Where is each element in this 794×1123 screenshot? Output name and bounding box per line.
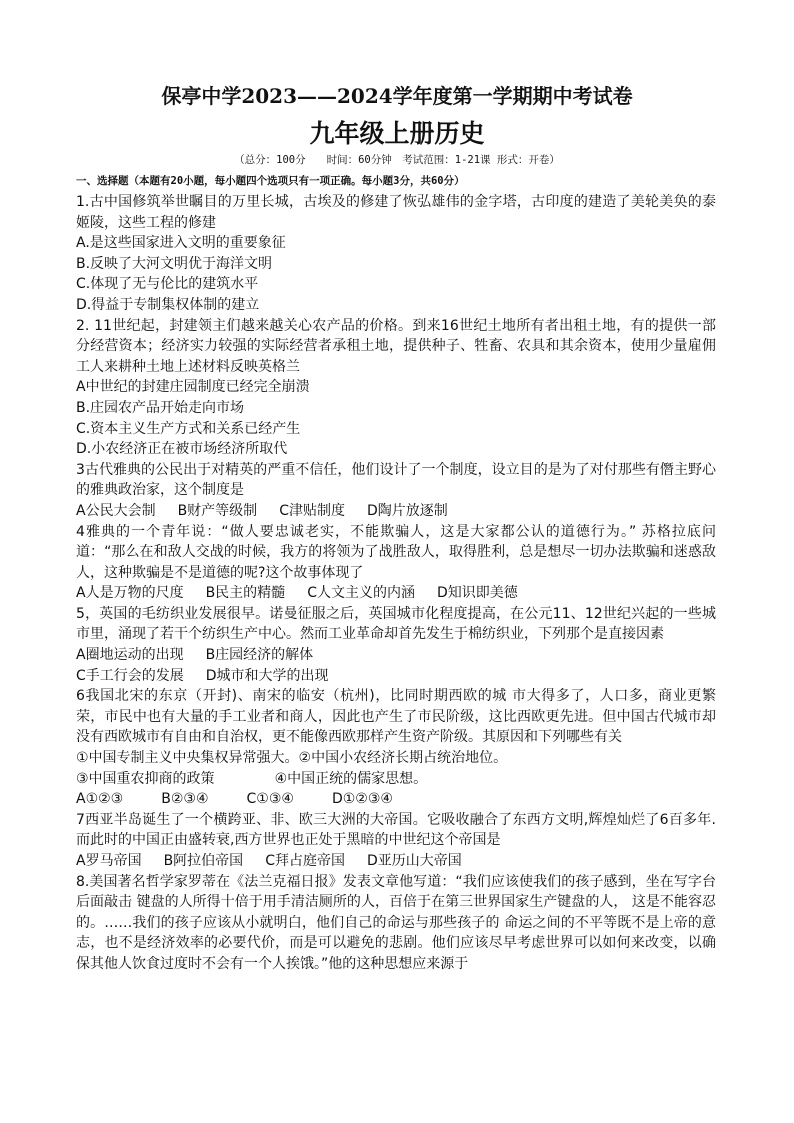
question-6-option-a: A①②③ <box>76 791 124 808</box>
question-6-sub-item-3: ④中国正统的儒家思想。 <box>274 770 428 787</box>
question-3-stem: 3古代雅典的公民出于对精英的严重不信任，他们设计了一个制度，设立目的是为了对付那些有僭主野心的雅典政治家，这个制度是 <box>76 461 716 499</box>
question-2-stem: 2. 11世纪起，封建领主们越来越关心农产品的价格。到来16世纪土地所有者出租土地，有的提供一部分经营资本；经济实力较强的实际经营者承租土地，提供种子、牲畜、农具和其余资本，使用少量雇佣工人来耕种土地上述材料反映英格兰 <box>76 317 716 375</box>
question-4-option-a: A人是万物的尺度 <box>76 585 184 602</box>
question-2-option-a: A中世纪的封建庄园制度已经完全崩溃 <box>76 379 310 396</box>
question-3-option-b: B财产等级制 <box>177 502 258 519</box>
question-4-stem: 4雅典的一个青年说：“做人要忠诚老实，不能欺骗人，这是大家都公认的道德行为。” 苏格拉底问道：“那么在和敌人交战的时候，我方的将领为了战胜敌人，取得胜利，总是想尽一切办法欺骗和迷惑敌人，这种欺骗是不是道德的呢?这个故事体现了 <box>76 523 716 581</box>
question-1-option-b: B.反映了大河文明优于海洋文明 <box>76 255 273 272</box>
question-6-sub-item-2: ③中国重农抑商的政策 <box>76 770 215 787</box>
school-title: 保亭中学2023——2024学年度第一学期期中考试卷 <box>161 84 633 108</box>
question-5-option-b: B庄园经济的解体 <box>205 647 314 664</box>
question-6-option-b: B②③④ <box>161 791 209 808</box>
question-5-option-d: D城市和大学的出现 <box>205 667 329 684</box>
question-6-option-c: C①③④ <box>246 791 294 808</box>
question-7-stem: 7西亚半岛诞生了一个横跨亚、非、欧三大洲的大帝国。它吸收融合了东西方文明,辉煌灿烂了6百多年.而此时的中国正由盛转衰,西方世界也正处于黑暗的中世纪这个帝国是 <box>76 811 716 849</box>
question-5-option-a: A圈地运动的出现 <box>76 647 184 664</box>
question-1-stem: 1.古中国修筑举世瞩目的万里长城，古埃及的修建了恢弘雄伟的金字塔，古印度的建造了美轮美奂的泰姬陵，这些工程的修建 <box>76 194 716 231</box>
question-list <box>76 170 716 975</box>
question-5-options-row-1 <box>76 645 716 666</box>
question-6-sub-item-1: ①中国专制主义中央集权异常强大。②中国小农经济长期占统治地位。 <box>76 750 508 767</box>
question-3-option-d: D陶片放逐制 <box>366 502 448 519</box>
exam-info: （总分：100分 时间：60分钟 考试范围：1-21课 形式：开卷） <box>234 154 560 166</box>
question-2-option-c: C.资本主义生产方式和关系已经产生 <box>76 420 301 437</box>
question-4-option-d: D知识即美德 <box>436 585 518 602</box>
question-7-option-b: B阿拉伯帝国 <box>163 853 244 869</box>
question-3-option-c: C津贴制度 <box>279 502 345 519</box>
question-4-option-c: C人文主义的内涵 <box>307 585 415 602</box>
question-6-options <box>76 789 716 810</box>
question-3-options <box>76 501 716 522</box>
question-6-stem: 6我国北宋的东京（开封)、南宋的临安（杭州)，比同时期西欧的城 市大得多了，人口多，商业更繁荣，市民中也有大量的手工业者和商人，因此也产生了市民阶级，这比西欧更先进。但中国古代城市却没有西欧城市有自由和自治权，更不能像西欧那样产生资产阶级。其原因和下列哪些有关 <box>76 688 716 746</box>
question-7-option-a: A罗马帝国 <box>76 853 142 869</box>
question-3-option-a: A公民大会制 <box>76 502 156 519</box>
question-2-option-b: B.庄园农产品开始走向市场 <box>76 399 245 416</box>
question-4-options <box>76 583 716 604</box>
question-7-option-c: C拜占庭帝国 <box>265 853 345 869</box>
question-7-option-d: D亚历山大帝国 <box>366 853 462 869</box>
question-5-options-row-2 <box>76 666 716 687</box>
question-1-option-a: A.是这些国家进入文明的重要象征 <box>76 235 286 252</box>
question-1-option-c: C.体现了无与伦比的建筑水平 <box>76 276 259 293</box>
subject-title: 九年级上册历史 <box>309 119 485 148</box>
question-6-sub-items-row <box>76 769 716 790</box>
question-5-stem: 5，英国的毛纺织业发展很早。诺曼征服之后，英国城市化程度提高，在公元11、12世纪兴起的一些城市里，涌现了若干个纺织生产中心。然而工业革命却首先发生于棉纺织业，下列那个是直接因素 <box>76 605 716 643</box>
question-6-option-d: D①②③④ <box>331 791 393 808</box>
question-1-option-d: D.得益于专制集权体制的建立 <box>76 296 260 313</box>
question-5-option-c: C手工行会的发展 <box>76 667 184 684</box>
question-7-options <box>76 851 716 872</box>
question-8-stem: 8.美国著名哲学家罗蒂在《法兰克福日报》发表文章他写道：“我们应该使我们的孩子感到，坐在写字台后面敲击 键盘的人所得十倍于用手清洁厕所的人，百倍于在第三世界国家生产键盘的人， 这是不能容忍的。……我们的孩子应该从小就明白，他们自己的命运与那些孩子的 命运之间的不平等既不是上帝的意志，也不是经济效率的必要代价，而是可以避免的悲剧。他们应该尽早考虑世界可以如何来改变，以确保其他人饮食过度时不会有一个人挨饿。”他的这种思想应来源于 <box>76 873 716 972</box>
section-heading: 一、选择题（本题有20小题，每小题四个选项只有一项正确。每小题3分，共60分） <box>76 175 465 187</box>
question-4-option-b: B民主的精髓 <box>205 585 286 602</box>
question-2-option-d: D.小农经济正在被市场经济所取代 <box>76 441 288 458</box>
